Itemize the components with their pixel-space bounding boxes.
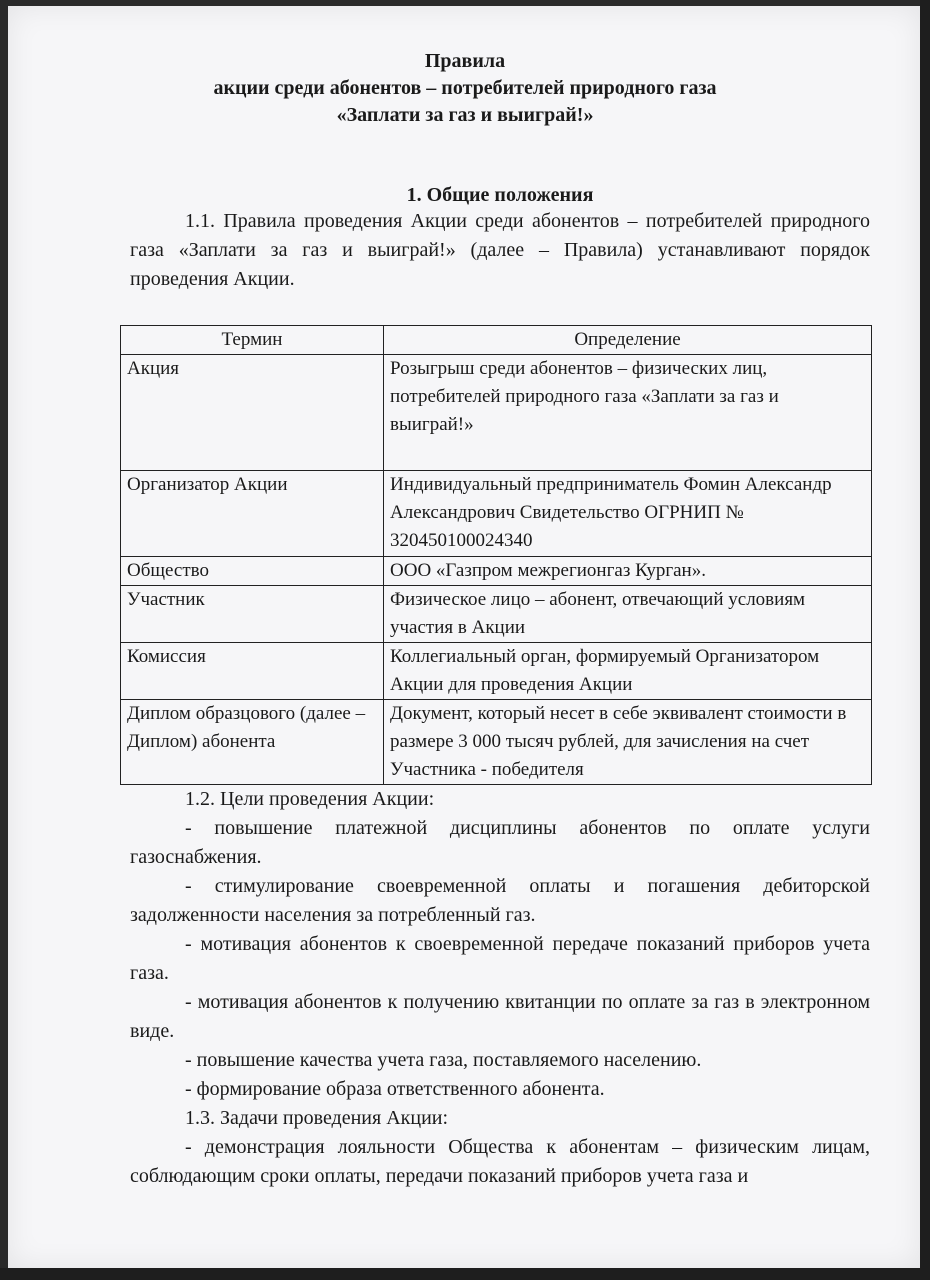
term-cell: Акция: [121, 355, 384, 471]
table-row: [121, 643, 872, 700]
doc-subtitle: акции среди абонентов – потребителей природного газа: [213, 77, 717, 99]
goals-heading: 1.2. Цели проведения Акции:: [185, 788, 435, 810]
section-title: 1. Общие положения: [406, 184, 594, 206]
list-item: - мотивация абонентов к своевременной передаче показаний приборов учета газа.: [130, 933, 870, 984]
table-row: [121, 557, 872, 586]
scan-edge-bottom: [0, 1268, 930, 1280]
column-header-definition: Определение: [384, 326, 872, 355]
table-row: [121, 355, 872, 471]
column-header-term: Термин: [121, 326, 384, 355]
table-row: [121, 586, 872, 643]
doc-campaign-name: «Заплати за газ и выиграй!»: [336, 104, 594, 126]
term-cell: Диплом образцового (далее – Диплом) абонента: [121, 700, 384, 785]
goals-and-tasks: [130, 785, 870, 1191]
list-item: - повышение платежной дисциплины абонентов по оплате услуги газоснабжения.: [130, 817, 870, 868]
term-cell: Организатор Акции: [121, 471, 384, 557]
table-row: [121, 700, 872, 785]
table-row: [121, 471, 872, 557]
term-cell: Комиссия: [121, 643, 384, 700]
list-item: - формирование образа ответственного абонента.: [185, 1078, 605, 1100]
definition-cell: Коллегиальный орган, формируемый Организатором Акции для проведения Акции: [384, 643, 872, 700]
list-item: - демонстрация лояльности Общества к абонентам – физическим лицам, соблюдающим сроки оплаты, передачи показаний приборов учета газа и: [130, 1136, 870, 1187]
definition-cell: Документ, который несет в себе эквивалент стоимости в размере 3 000 тысяч рублей, для зачисления на счет Участника - победителя: [384, 700, 872, 785]
list-item: - повышение качества учета газа, поставляемого населению.: [185, 1049, 702, 1071]
term-cell: Участник: [121, 586, 384, 643]
doc-title: Правила: [424, 50, 506, 72]
term-cell: Общество: [121, 557, 384, 586]
list-item: - стимулирование своевременной оплаты и погашения дебиторской задолженности населения за потребленный газ.: [130, 875, 870, 926]
definition-cell: Розыгрыш среди абонентов – физических лиц, потребителей природного газа «Заплати за газ и выиграй!»: [384, 355, 872, 471]
table-header-row: [121, 326, 872, 355]
definition-cell: Физическое лицо – абонент, отвечающий условиям участия в Акции: [384, 586, 872, 643]
terms-table: [120, 325, 872, 785]
paragraph-1-1: 1.1. Правила проведения Акции среди абонентов – потребителей природного газа «Заплати за газ и выиграй!» (далее – Правила) устанавливают порядок проведения Акции.: [130, 210, 870, 290]
list-item: - мотивация абонентов к получению квитанции по оплате за газ в электронном виде.: [130, 991, 870, 1042]
tasks-heading: 1.3. Задачи проведения Акции:: [185, 1107, 449, 1129]
definition-cell: Индивидуальный предприниматель Фомин Александр Александрович Свидетельство ОГРНИП № 320450100024340: [384, 471, 872, 557]
definition-cell: ООО «Газпром межрегионгаз Курган».: [384, 557, 872, 586]
